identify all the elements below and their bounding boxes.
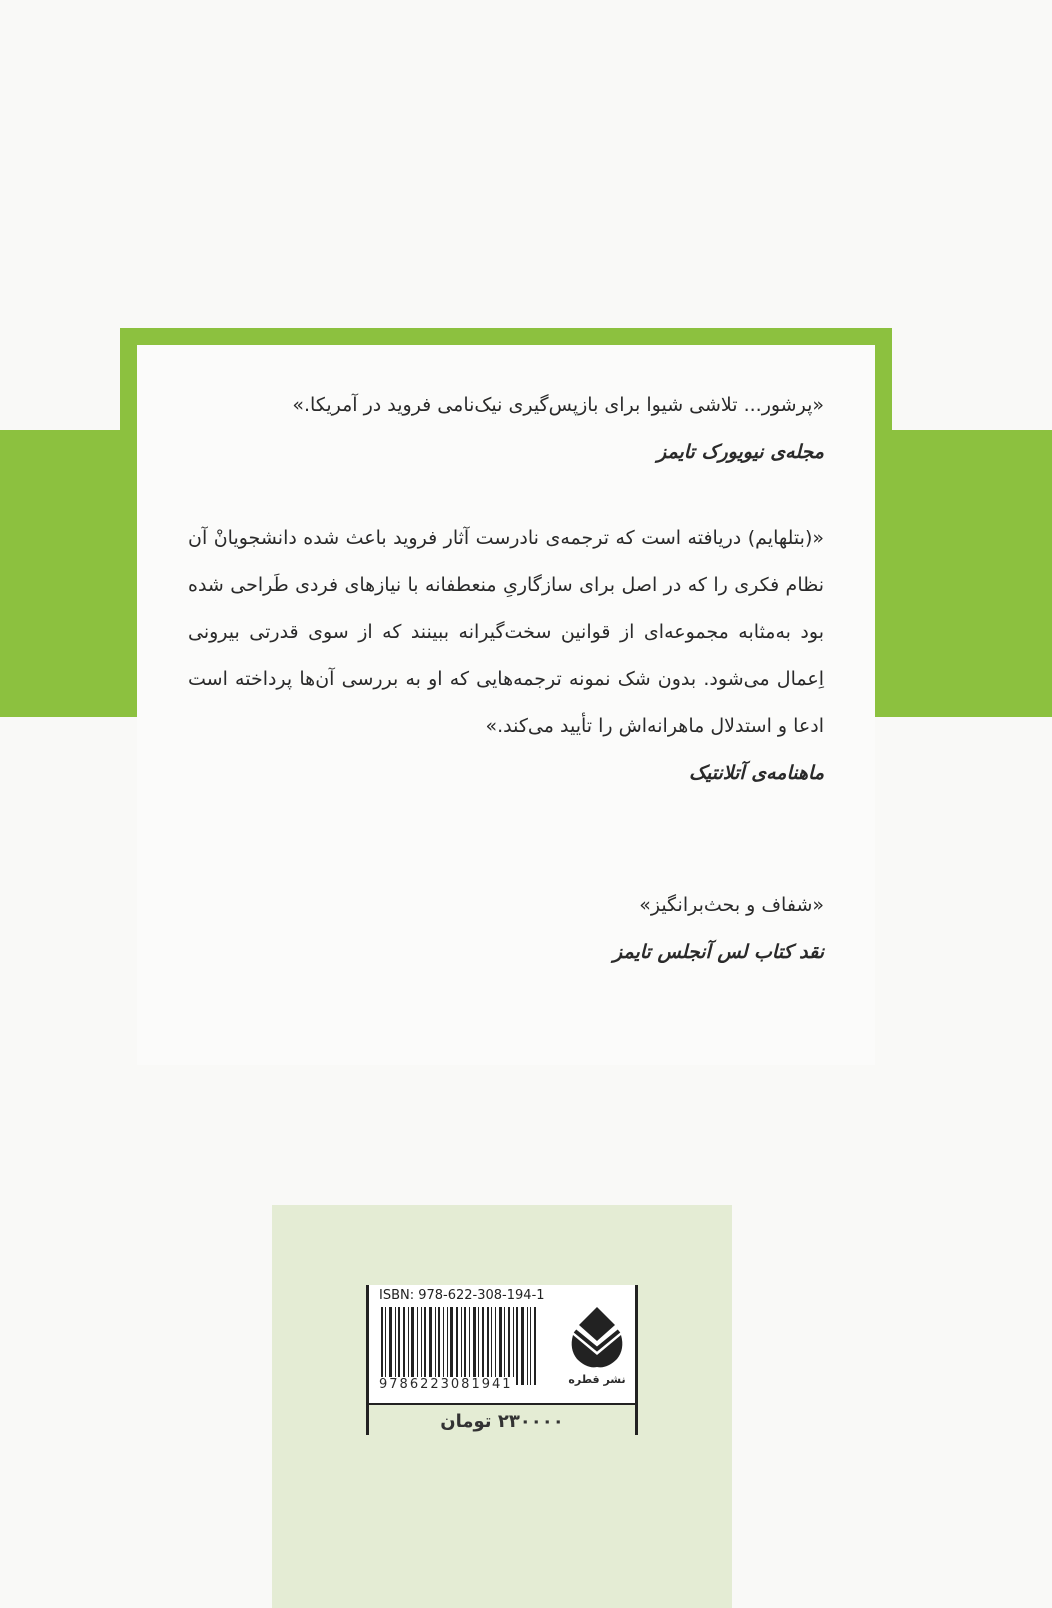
- barcode-bar: [450, 1307, 453, 1385]
- barcode-bar: [389, 1307, 392, 1385]
- barcode-bar: [530, 1307, 531, 1385]
- barcode-bar: [473, 1307, 476, 1385]
- isbn-text: ISBN: 978-622-308-194-1: [379, 1288, 545, 1303]
- barcode-bar: [438, 1307, 440, 1385]
- barcode-bar: [491, 1307, 492, 1385]
- review-quote: «پرشور... تلاشی شیوا برای بازپس‌گیری نیک‌نامی فروید در آمریکا.»: [292, 394, 824, 416]
- barcode-bar: [469, 1307, 470, 1385]
- drop-logo-icon: [569, 1305, 625, 1369]
- barcode-bar: [513, 1307, 514, 1385]
- barcode: [381, 1307, 559, 1385]
- barcode-bar: [443, 1307, 444, 1385]
- barcode-bar: [504, 1307, 505, 1385]
- barcode-bar: [385, 1307, 386, 1385]
- review-1: [188, 382, 824, 476]
- barcode-bar: [421, 1307, 422, 1385]
- barcode-bar: [417, 1307, 418, 1385]
- barcode-bar: [447, 1307, 448, 1385]
- barcode-bar: [521, 1307, 524, 1385]
- barcode-bar: [495, 1307, 496, 1385]
- barcode-bar: [395, 1307, 396, 1385]
- review-quote: «شفاف و بحث‌برانگیز»: [639, 894, 824, 916]
- barcode-label: [366, 1285, 638, 1403]
- publisher-logo: [565, 1305, 629, 1395]
- barcode-bar: [461, 1307, 462, 1385]
- barcode-bar: [381, 1307, 383, 1385]
- barcode-bar: [424, 1307, 426, 1385]
- barcode-bar: [435, 1307, 436, 1385]
- barcode-bar: [508, 1307, 510, 1385]
- barcode-bar: [403, 1307, 405, 1385]
- barcode-bar: [487, 1307, 489, 1385]
- review-source: مجله‌ی نیویورک تایمز: [657, 441, 824, 463]
- barcode-bar: [429, 1307, 432, 1385]
- barcode-bar: [464, 1307, 466, 1385]
- price: ۲۳۰۰۰۰ تومان: [366, 1403, 638, 1435]
- review-3: [188, 882, 824, 976]
- barcode-digits: 9786223081941: [379, 1377, 513, 1392]
- review-source: نقد کتاب لس آنجلس تایمز: [613, 941, 824, 963]
- barcode-bar: [527, 1307, 528, 1385]
- review-2: [188, 515, 824, 797]
- barcode-bar: [478, 1307, 479, 1385]
- barcode-bar: [408, 1307, 409, 1385]
- barcode-bar: [482, 1307, 484, 1385]
- barcode-bar: [499, 1307, 502, 1385]
- publisher-name: نشر قطره: [568, 1373, 626, 1386]
- barcode-bar: [398, 1307, 400, 1385]
- barcode-bar: [456, 1307, 458, 1385]
- barcode-bar: [516, 1307, 518, 1385]
- barcode-bar: [534, 1307, 536, 1385]
- review-source: ماهنامه‌ی آتلانتیک: [688, 762, 824, 784]
- review-quote: «(بتلهایم) دریافته است که ترجمه‌ی نادرست آثار فروید باعث شده دانشجویانْ آن نظام فکری را که در اصل برای سازگاریِ منعطفانه با نیازهای فردی طَراحی شده بود به‌مثابه مجموعه‌ای از قوانین سخت‌گیرانه ببینند که از سوی قدرتی بیرونی اِعمال می‌شود. بدون شک نمونه ترجمه‌هایی که او به بررسی آن‌ها پرداخته است ادعا و استدلال ماهرانه‌اش را تأیید می‌کند.»: [188, 527, 824, 737]
- barcode-bar: [411, 1307, 414, 1385]
